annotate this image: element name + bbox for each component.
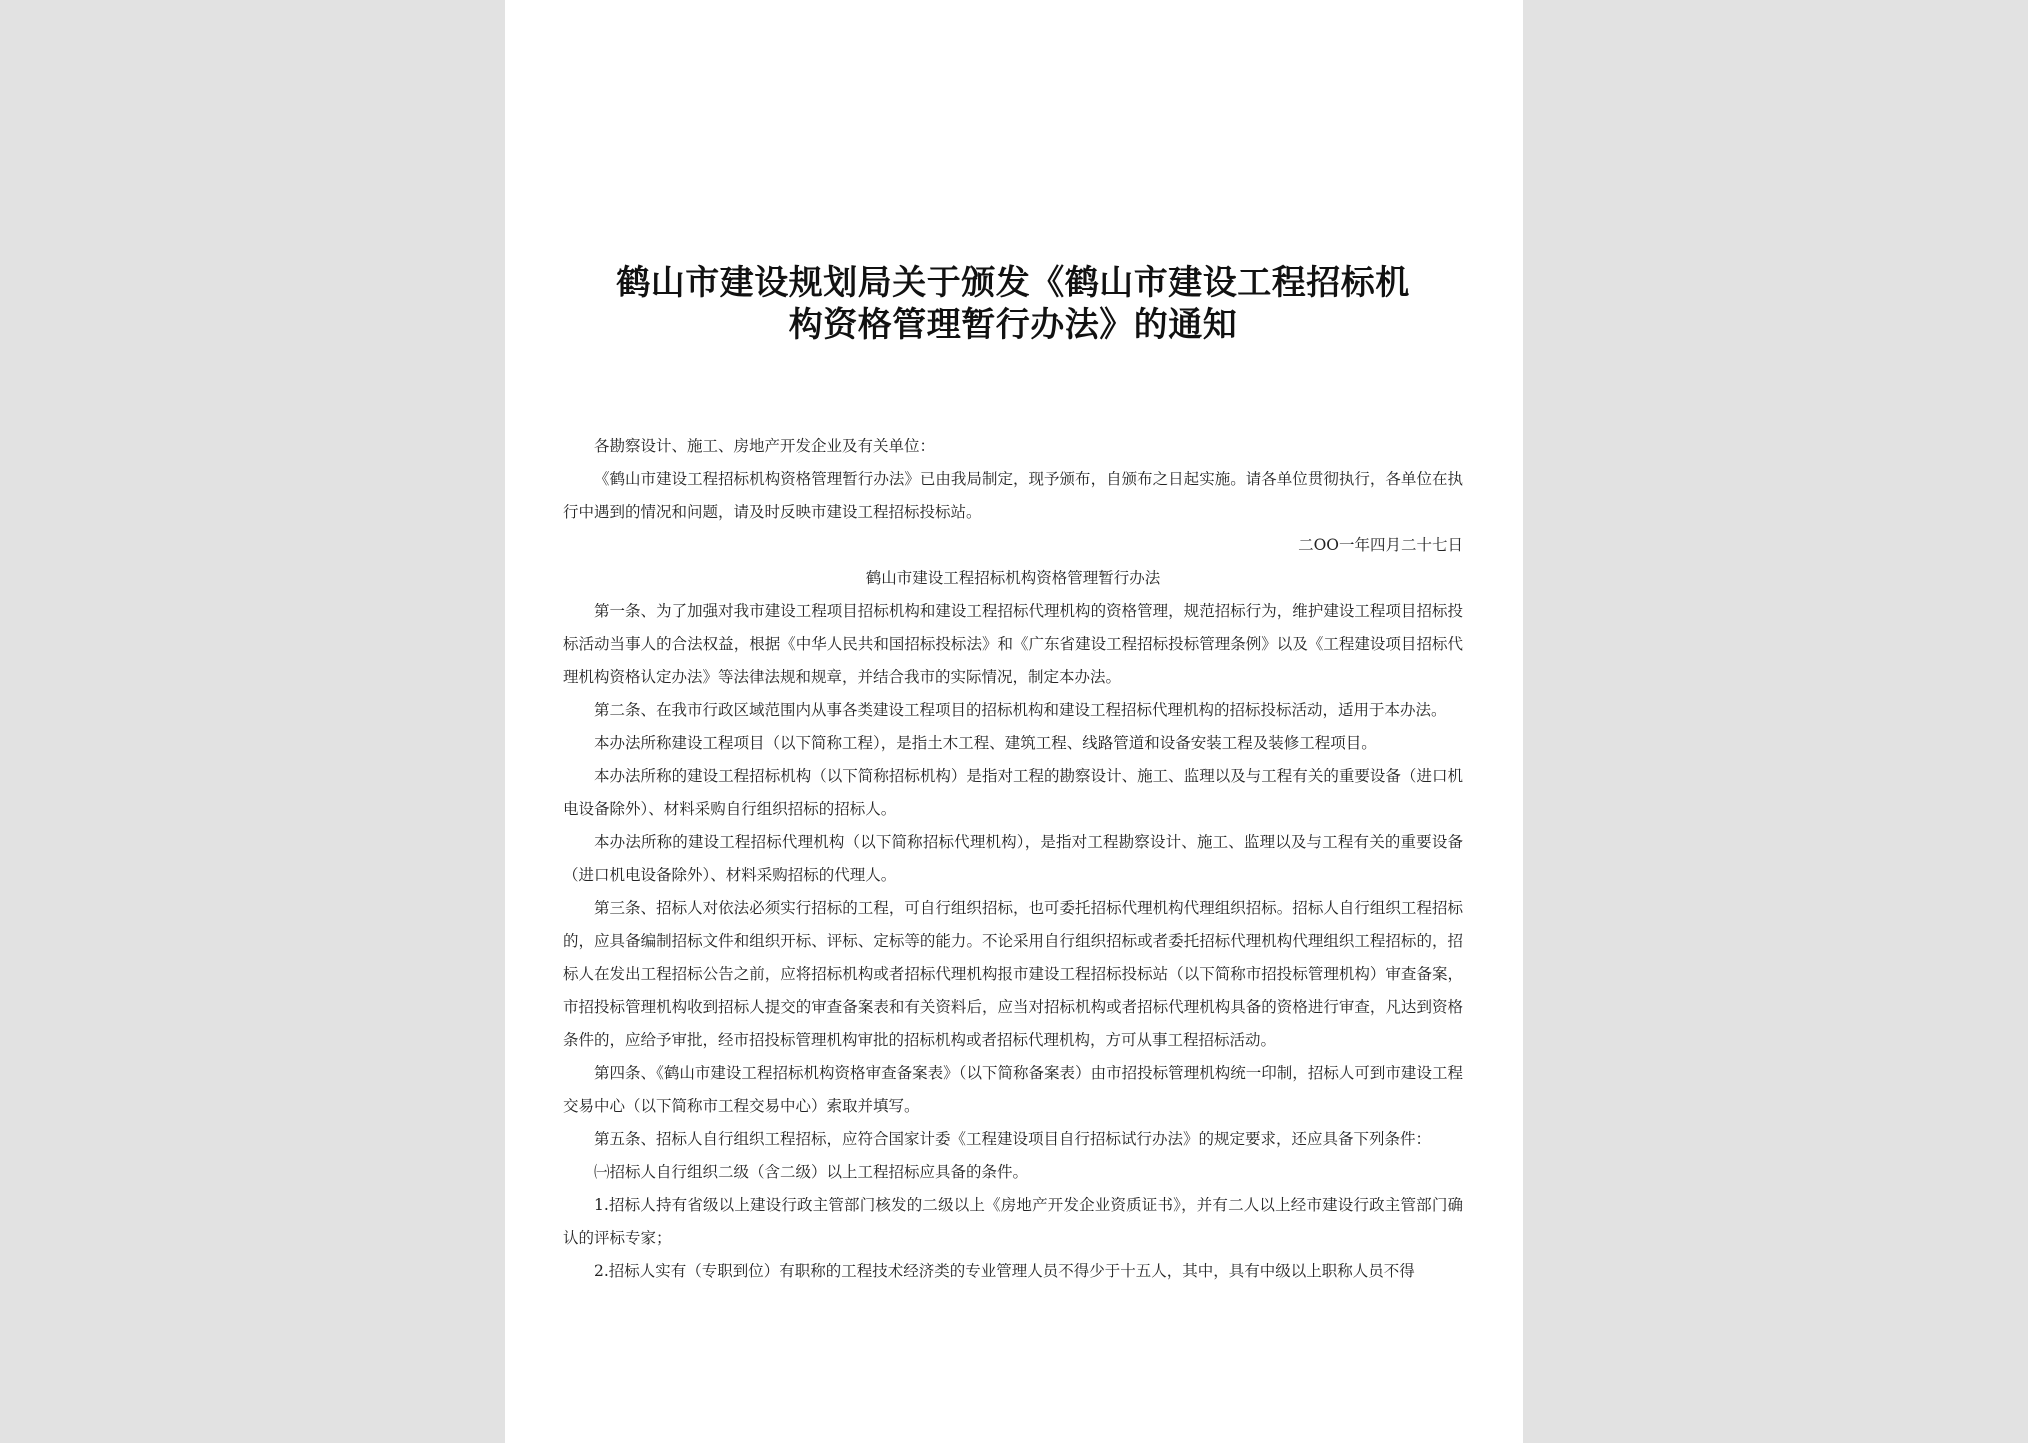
document-page	[505, 0, 1523, 1443]
article-paragraph: 第二条、在我市行政区域范围内从事各类建设工程项目的招标机构和建设工程招标代理机构的招标投标活动，适用于本办法。	[594, 701, 1447, 719]
title-line-2: 构资格管理暂行办法》的通知	[788, 305, 1238, 345]
article-paragraph: 第三条、招标人对依法必须实行招标的工程，可自行组织招标，也可委托招标代理机构代理组织招标。招标人自行组织工程招标的，应具备编制招标文件和组织开标、评标、定标等的能力。不论采用自行组织招标或者委托招标代理机构代理组织工程招标的，招标人在发出工程招标公告之前，应将招标机构或者招标代理机构报市建设工程招标投标站（以下简称市招投标管理机构）审查备案，市招投标管理机构收到招标人提交的审查备案表和有关资料后，应当对招标机构或者招标代理机构具备的资格进行审查，凡达到资格条件的，应给予审批，经市招投标管理机构审批的招标机构或者招标代理机构，方可从事工程招标活动。	[563, 899, 1463, 1049]
document-title	[563, 262, 1463, 346]
title-line-1: 鹤山市建设规划局关于颁发《鹤山市建设工程招标机	[616, 263, 1410, 303]
article-paragraph: 第四条、《鹤山市建设工程招标机构资格审查备案表》（以下简称备案表）由市招投标管理机构统一印制，招标人可到市建设工程交易中心（以下简称市工程交易中心）索取并填写。	[563, 1064, 1463, 1115]
salutation: 各勘察设计、施工、房地产开发企业及有关单位：	[594, 437, 936, 455]
article-paragraph: 第五条、招标人自行组织工程招标，应符合国家计委《工程建设项目自行招标试行办法》的规定要求，还应具备下列条件：	[594, 1130, 1432, 1148]
regulation-title: 鹤山市建设工程招标机构资格管理暂行办法	[865, 569, 1161, 587]
notice-date: 二OO一年四月二十七日	[1298, 536, 1463, 554]
article-paragraph: 2.招标人实有（专职到位）有职称的工程技术经济类的专业管理人员不得少于十五人，其中，具有中级以上职称人员不得	[594, 1262, 1415, 1280]
article-paragraph: 本办法所称的建设工程招标机构（以下简称招标机构）是指对工程的勘察设计、施工、监理以及与工程有关的重要设备（进口机电设备除外）、材料采购自行组织招标的招标人。	[563, 767, 1463, 818]
notice-body: 《鹤山市建设工程招标机构资格管理暂行办法》已由我局制定，现予颁布，自颁布之日起实施。请各单位贯彻执行，各单位在执行中遇到的情况和问题，请及时反映市建设工程招标投标站。	[563, 470, 1463, 521]
article-paragraph: 本办法所称建设工程项目（以下简称工程），是指土木工程、建筑工程、线路管道和设备安装工程及装修工程项目。	[594, 734, 1377, 752]
article-paragraph: 第一条、为了加强对我市建设工程项目招标机构和建设工程招标代理机构的资格管理，规范招标行为，维护建设工程项目招标投标活动当事人的合法权益，根据《中华人民共和国招标投标法》和《广东省建设工程招标投标管理条例》以及《工程建设项目招标代理机构资格认定办法》等法律法规和规章，并结合我市的实际情况，制定本办法。	[563, 602, 1463, 686]
document-body	[563, 430, 1463, 1288]
article-paragraph: ㈠招标人自行组织二级（含二级）以上工程招标应具备的条件。	[594, 1163, 1029, 1181]
article-paragraph: 本办法所称的建设工程招标代理机构（以下简称招标代理机构），是指对工程勘察设计、施工、监理以及与工程有关的重要设备（进口机电设备除外）、材料采购招标的代理人。	[563, 833, 1463, 884]
article-paragraph: 1.招标人持有省级以上建设行政主管部门核发的二级以上《房地产开发企业资质证书》，并有二人以上经市建设行政主管部门确认的评标专家；	[563, 1196, 1463, 1247]
